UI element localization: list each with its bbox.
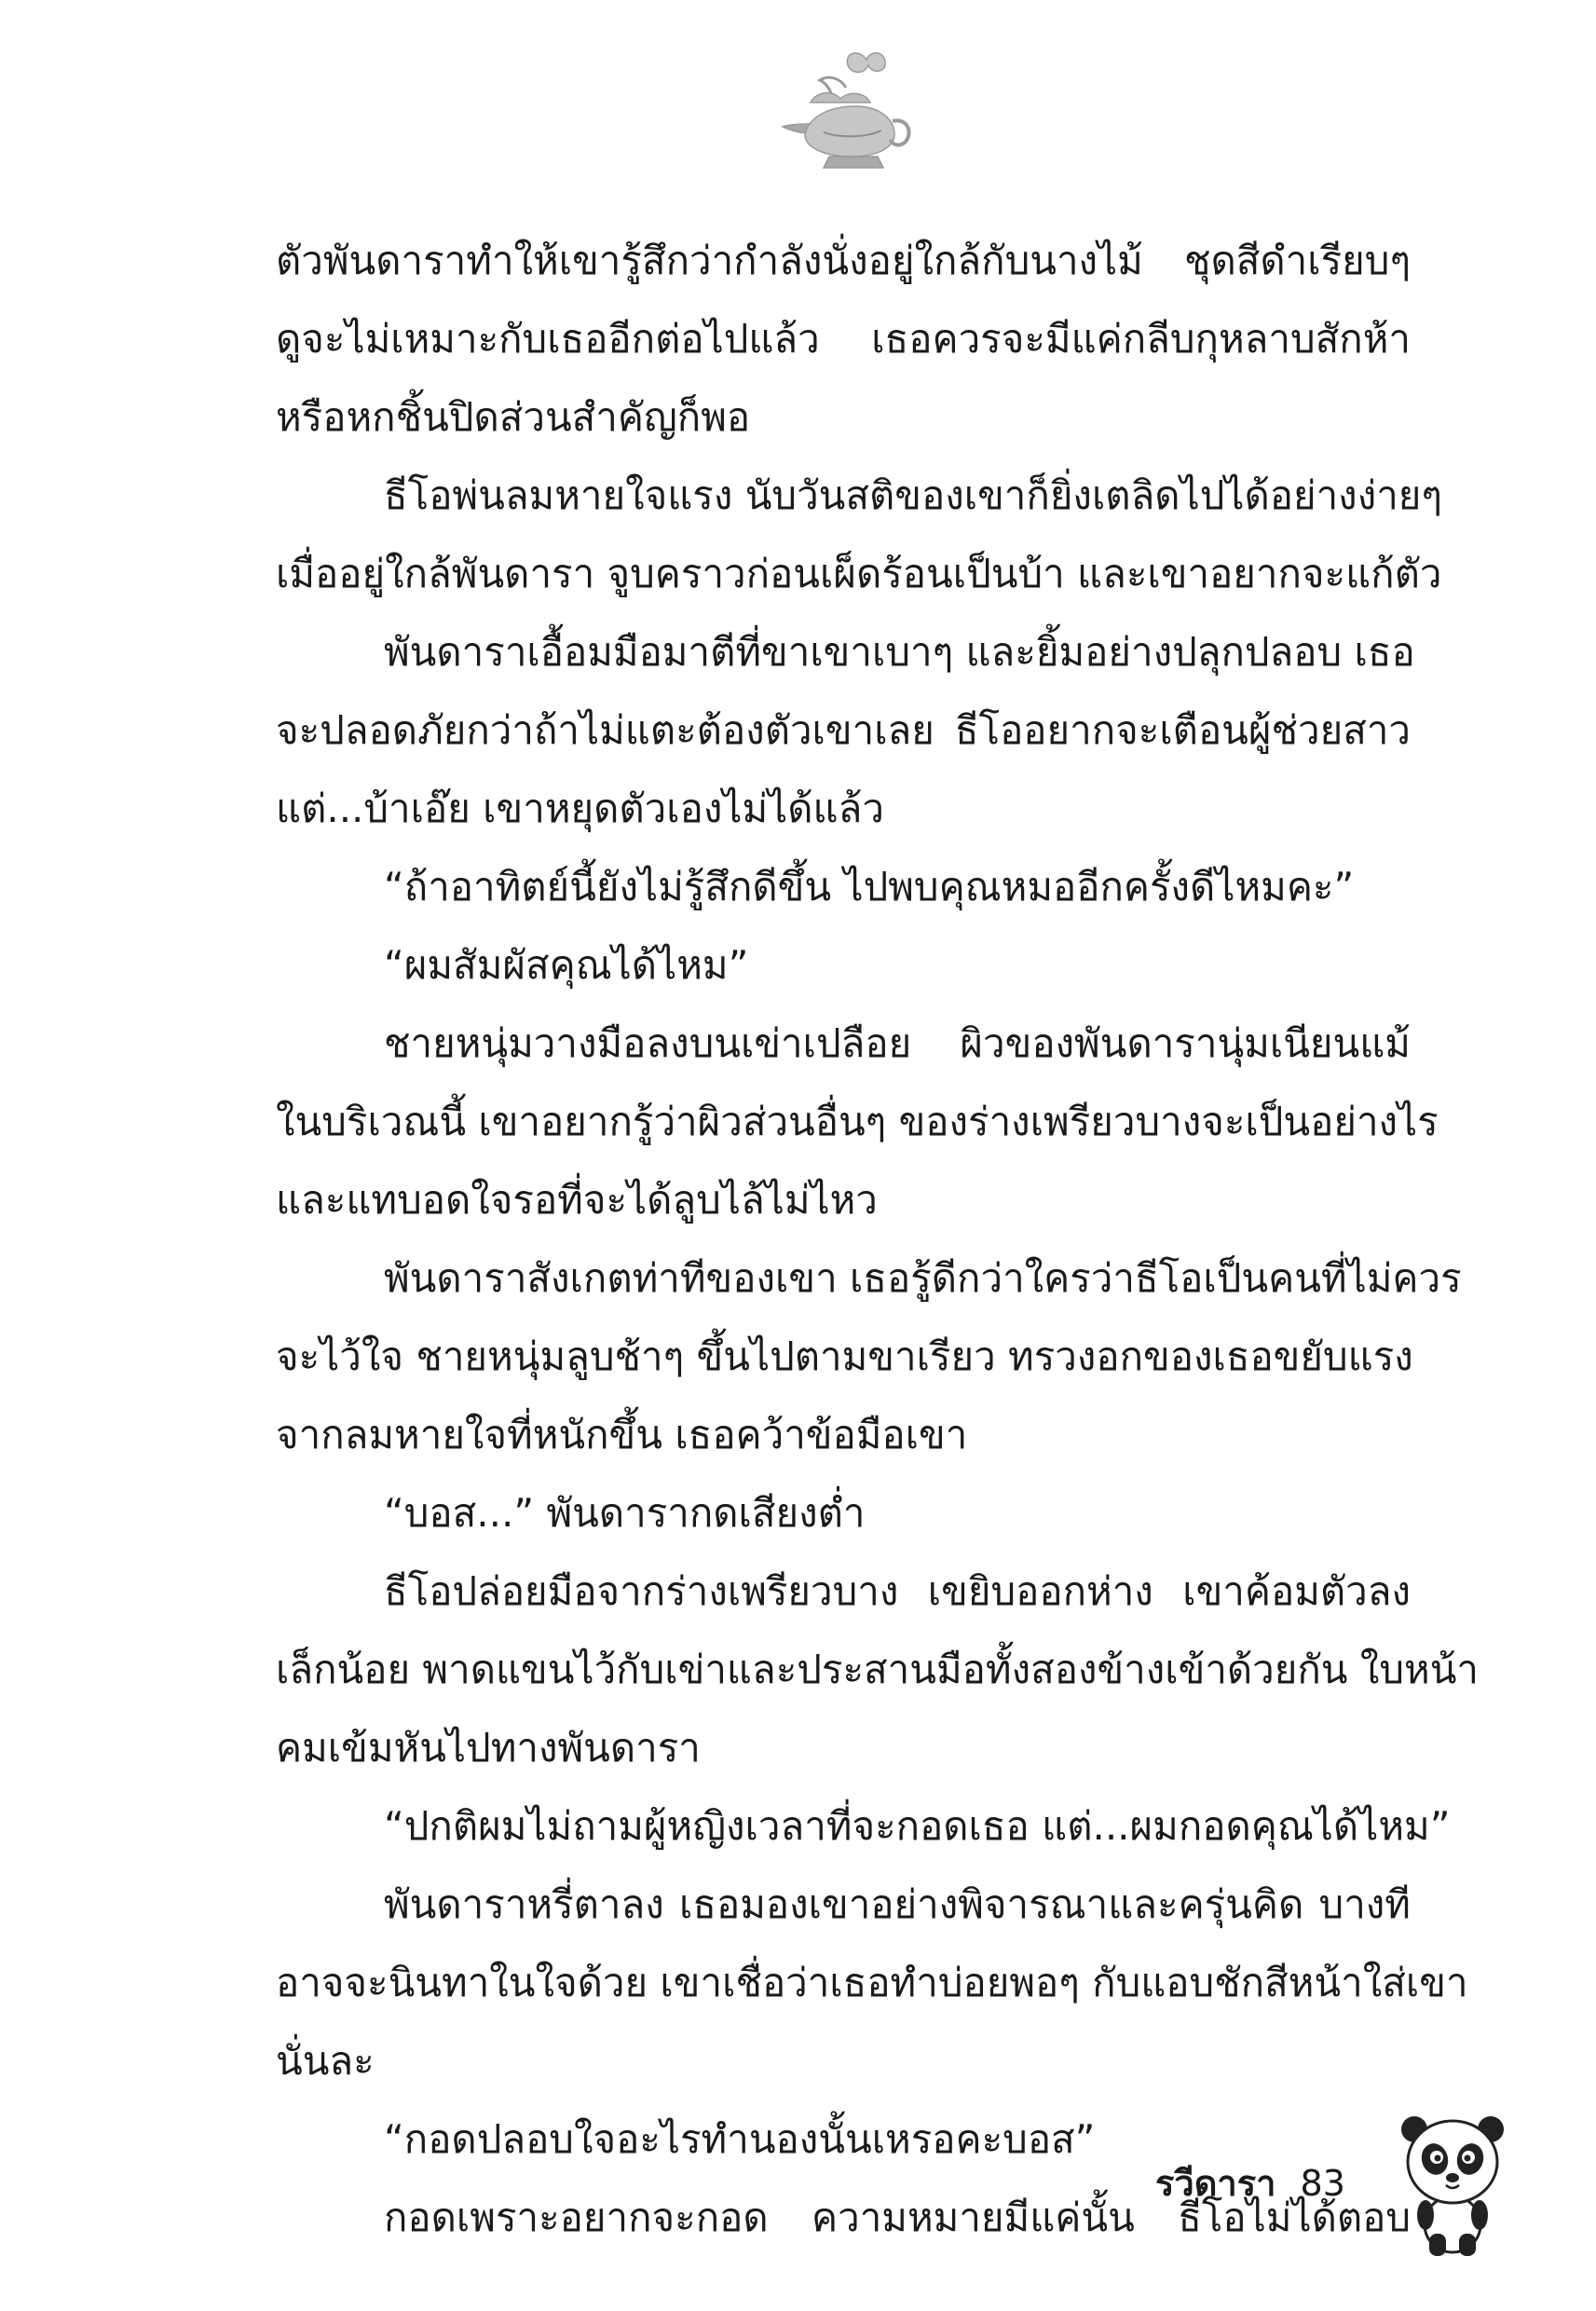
text-line: ในบริเวณนี้ เขาอยากรู้ว่าผิวส่วนอื่นๆ ของร่างเพรียวบางจะเป็นอย่างไร <box>276 1099 1439 1144</box>
text-line: จากลมหายใจที่หนักขึ้น เธอคว้าข้อมือเขา <box>276 1412 968 1457</box>
text-line: ดูจะไม่เหมาะกับเธออีกต่อไปแล้ว เธอควรจะมีแค่กลีบกุหลาบสักห้า <box>276 316 1411 362</box>
text-line: กอดเพราะอยากจะกอด ความหมายมีแค่นั้น ธีโอไม่ได้ตอบ <box>384 2195 1411 2240</box>
text-line: พันดาราสังเกตท่าทีของเขา เธอรู้ดีกว่าใครว่าธีโอเป็นคนที่ไม่ควร <box>384 1255 1462 1301</box>
text-line: ธีโอปล่อยมือจากร่างเพรียวบาง เขยิบออกห่าง เขาค้อมตัวลง <box>384 1568 1411 1614</box>
body-text <box>276 222 1480 2257</box>
book-title: รวีดารา <box>1155 2163 1276 2204</box>
text-line: ชายหนุ่มวางมือลงบนเข่าเปลือย ผิวของพันดารานุ่มเนียนแม้ <box>384 1020 1411 1066</box>
text-line: หรือหกชิ้นปิดส่วนสำคัญก็พอ <box>276 394 751 440</box>
panda-icon <box>1398 2111 1507 2260</box>
text-line: จะไว้ใจ ชายหนุ่มลูบช้าๆ ขึ้นไปตามขาเรียว ทรวงอกของเธอขยับแรง <box>276 1333 1413 1379</box>
text-line: “ปกติผมไม่ถามผู้หญิงเวลาที่จะกอดเธอ แต่...ผมกอดคุณได้ไหม” <box>384 1803 1451 1849</box>
text-line: แต่...บ้าเอ๊ย เขาหยุดตัวเองไม่ได้แล้ว <box>276 786 884 831</box>
text-line: “ถ้าอาทิตย์นี้ยังไม่รู้สึกดีขึ้น ไปพบคุณหมออีกครั้งดีไหมคะ” <box>384 864 1355 909</box>
text-line: และแทบอดใจรอที่จะได้ลูบไล้ไม่ไหว <box>276 1177 878 1223</box>
text-line: “บอส...” พันดารากดเสียงต่ำ <box>384 1490 866 1536</box>
text-line: พันดาราหรี่ตาลง เธอมองเขาอย่างพิจารณาและครุ่นคิด บางที <box>384 1881 1411 1927</box>
text-line: คมเข้มหันไปทางพันดารา <box>276 1725 701 1771</box>
text-line: ตัวพันดาราทำให้เขารู้สึกว่ากำลังนั่งอยู่ใกล้กับนางไม้ ชุดสีดำเรียบๆ <box>276 238 1411 283</box>
text-line: เมื่ออยู่ใกล้พันดารา จูบคราวก่อนเผ็ดร้อนเป็นบ้า และเขาอยากจะแก้ตัว <box>276 551 1442 596</box>
text-line: “ผมสัมผัสคุณได้ไหม” <box>384 942 749 988</box>
genie-lamp-icon <box>755 47 918 177</box>
text-line: นั่นละ <box>276 2038 375 2084</box>
text-line: ธีโอพ่นลมหายใจแรง นับวันสติของเขาก็ยิ่งเตลิดไปได้อย่างง่ายๆ <box>384 472 1442 518</box>
text-line: จะปลอดภัยกว่าถ้าไม่แตะต้องตัวเขาเลย ธีโออยากจะเตือนผู้ช่วยสาว <box>276 707 1411 753</box>
text-line: เล็กน้อย พาดแขนไว้กับเข่าและประสานมือทั้งสองข้างเข้าด้วยกัน ใบหน้า <box>276 1647 1480 1692</box>
text-line: “กอดปลอบใจอะไรทำนองนั้นเหรอคะบอส” <box>384 2116 1096 2162</box>
page-footer <box>1155 2154 1345 2211</box>
text-line: พันดาราเอื้อมมือมาตีที่ขาเขาเบาๆ และยิ้มอย่างปลุกปลอบ เธอ <box>384 629 1415 675</box>
page-number: 83 <box>1300 2163 1345 2204</box>
text-line: อาจจะนินทาในใจด้วย เขาเชื่อว่าเธอทำบ่อยพอๆ กับแอบชักสีหน้าใส่เขา <box>276 1960 1468 2005</box>
